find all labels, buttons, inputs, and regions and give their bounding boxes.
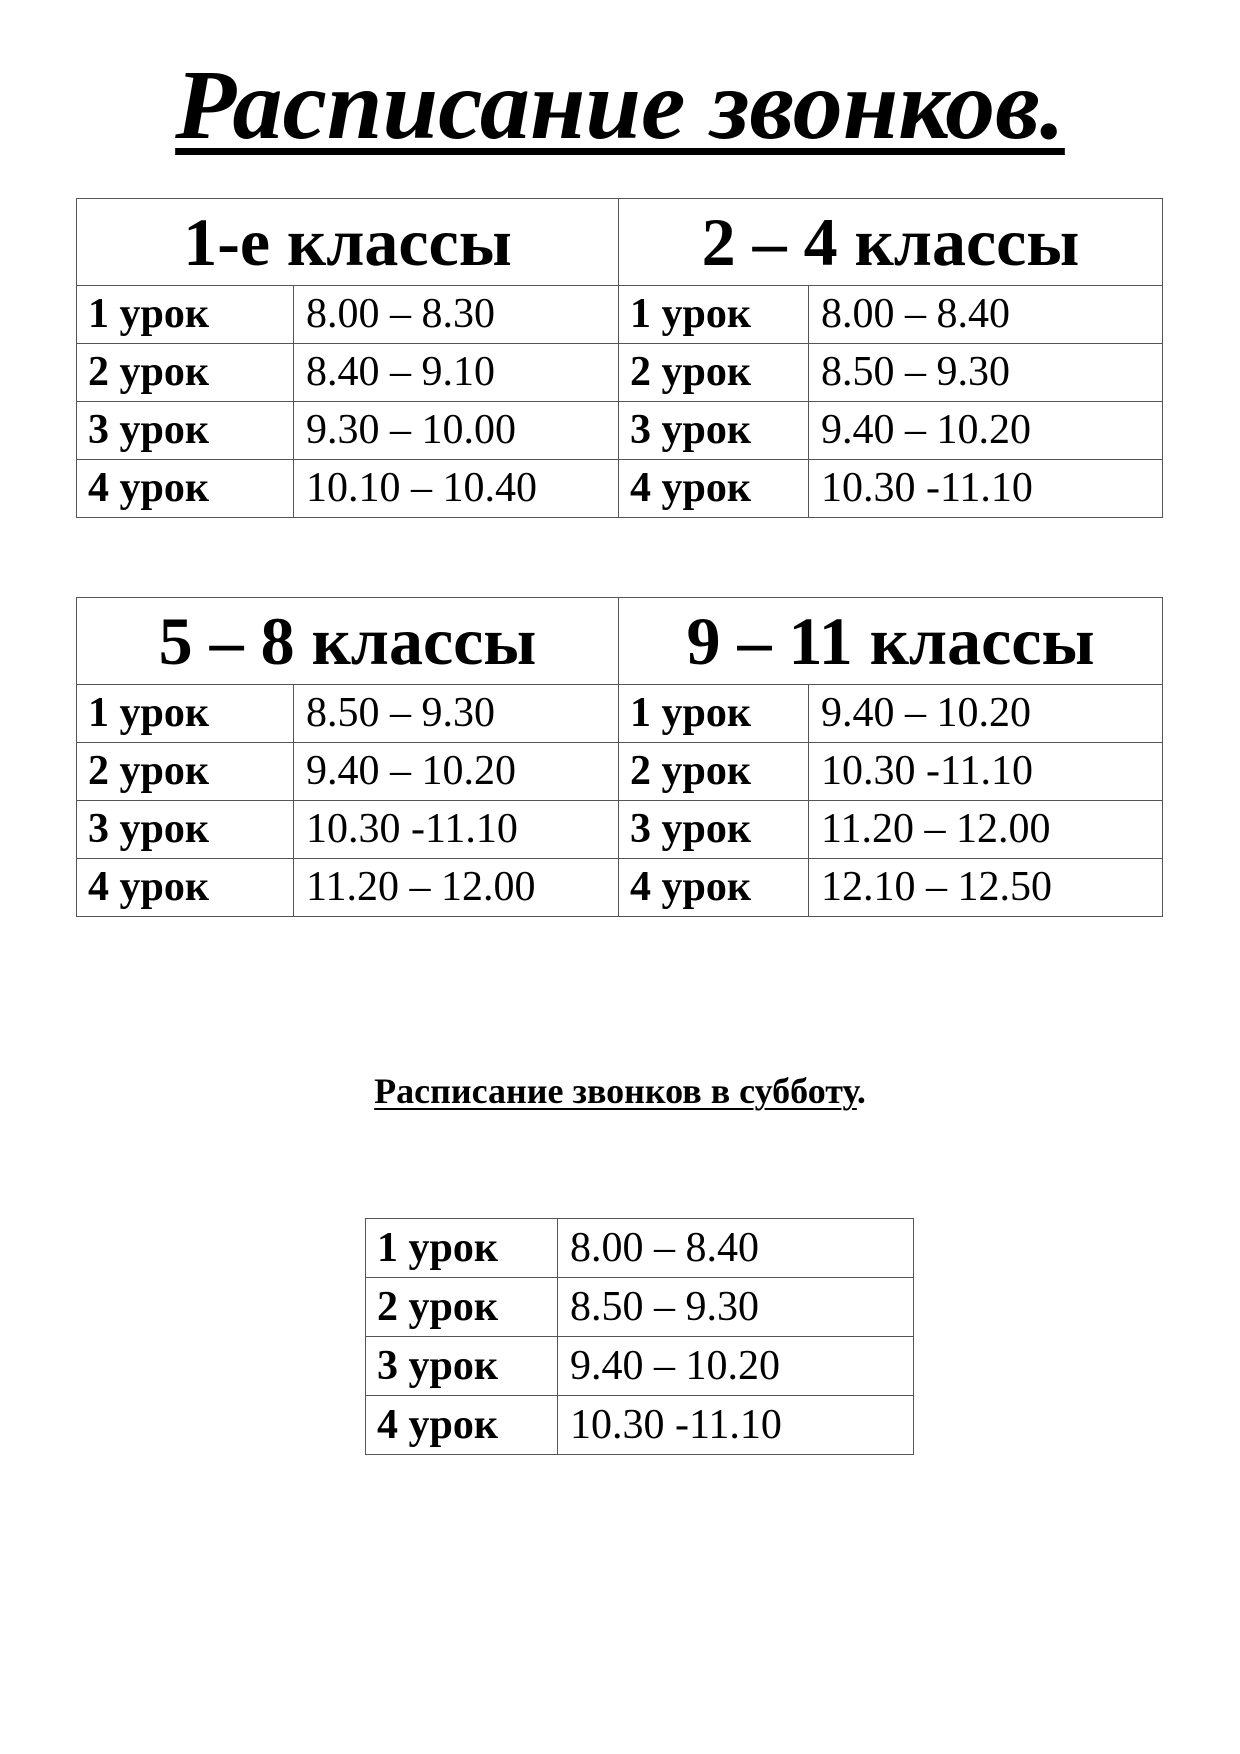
lesson-time: 11.20 – 12.00 <box>809 801 1163 859</box>
lesson-time: 10.10 – 10.40 <box>294 460 619 518</box>
table-row <box>77 286 1163 344</box>
table-row <box>77 460 1163 518</box>
table-row <box>366 1396 914 1455</box>
lesson-label: 3 урок <box>619 402 809 460</box>
lesson-label: 4 урок <box>77 460 294 518</box>
lesson-time: 8.50 – 9.30 <box>294 685 619 743</box>
table-row <box>77 402 1163 460</box>
lesson-time: 9.40 – 10.20 <box>558 1337 914 1396</box>
lesson-label: 2 урок <box>77 344 294 402</box>
schedule-table-top <box>76 198 1163 518</box>
group-header-row <box>77 199 1163 286</box>
group-header-2-4: 2 – 4 классы <box>619 199 1163 286</box>
table-row <box>366 1219 914 1278</box>
saturday-title <box>0 1070 1240 1112</box>
lesson-label: 2 урок <box>366 1278 558 1337</box>
lesson-label: 2 урок <box>77 743 294 801</box>
lesson-time: 8.50 – 9.30 <box>809 344 1163 402</box>
table-row <box>77 859 1163 917</box>
lesson-time: 10.30 -11.10 <box>294 801 619 859</box>
lesson-time: 9.40 – 10.20 <box>809 402 1163 460</box>
lesson-label: 1 урок <box>619 286 809 344</box>
saturday-title-text: Расписание звонков в субботу <box>374 1071 857 1111</box>
saturday-title-period: . <box>856 1071 866 1111</box>
page-title <box>0 50 1240 160</box>
lesson-time: 9.40 – 10.20 <box>294 743 619 801</box>
lesson-time: 12.10 – 12.50 <box>809 859 1163 917</box>
schedule-table-middle <box>76 597 1163 917</box>
lesson-time: 10.30 -11.10 <box>809 460 1163 518</box>
lesson-label: 3 урок <box>77 801 294 859</box>
lesson-time: 8.40 – 9.10 <box>294 344 619 402</box>
lesson-time: 8.50 – 9.30 <box>558 1278 914 1337</box>
group-header-1: 1-е классы <box>77 199 619 286</box>
lesson-label: 3 урок <box>77 402 294 460</box>
table-row <box>77 743 1163 801</box>
lesson-time: 9.40 – 10.20 <box>809 685 1163 743</box>
table-row <box>366 1278 914 1337</box>
table-row <box>366 1337 914 1396</box>
lesson-time: 11.20 – 12.00 <box>294 859 619 917</box>
lesson-time: 8.00 – 8.40 <box>558 1219 914 1278</box>
group-header-row <box>77 598 1163 685</box>
lesson-time: 9.30 – 10.00 <box>294 402 619 460</box>
lesson-label: 3 урок <box>619 801 809 859</box>
lesson-label: 2 урок <box>619 743 809 801</box>
lesson-label: 3 урок <box>366 1337 558 1396</box>
lesson-time: 10.30 -11.10 <box>809 743 1163 801</box>
lesson-time: 10.30 -11.10 <box>558 1396 914 1455</box>
lesson-label: 1 урок <box>619 685 809 743</box>
lesson-label: 4 урок <box>77 859 294 917</box>
group-header-5-8: 5 – 8 классы <box>77 598 619 685</box>
table-row <box>77 801 1163 859</box>
lesson-label: 4 урок <box>619 859 809 917</box>
lesson-time: 8.00 – 8.40 <box>809 286 1163 344</box>
lesson-label: 1 урок <box>366 1219 558 1278</box>
lesson-label: 1 урок <box>77 685 294 743</box>
table-row <box>77 344 1163 402</box>
lesson-label: 4 урок <box>619 460 809 518</box>
schedule-table-saturday <box>365 1218 914 1455</box>
group-header-9-11: 9 – 11 классы <box>619 598 1163 685</box>
lesson-time: 8.00 – 8.30 <box>294 286 619 344</box>
lesson-label: 4 урок <box>366 1396 558 1455</box>
lesson-label: 1 урок <box>77 286 294 344</box>
page-title-text: Расписание звонков. <box>175 49 1065 160</box>
table-row <box>77 685 1163 743</box>
lesson-label: 2 урок <box>619 344 809 402</box>
